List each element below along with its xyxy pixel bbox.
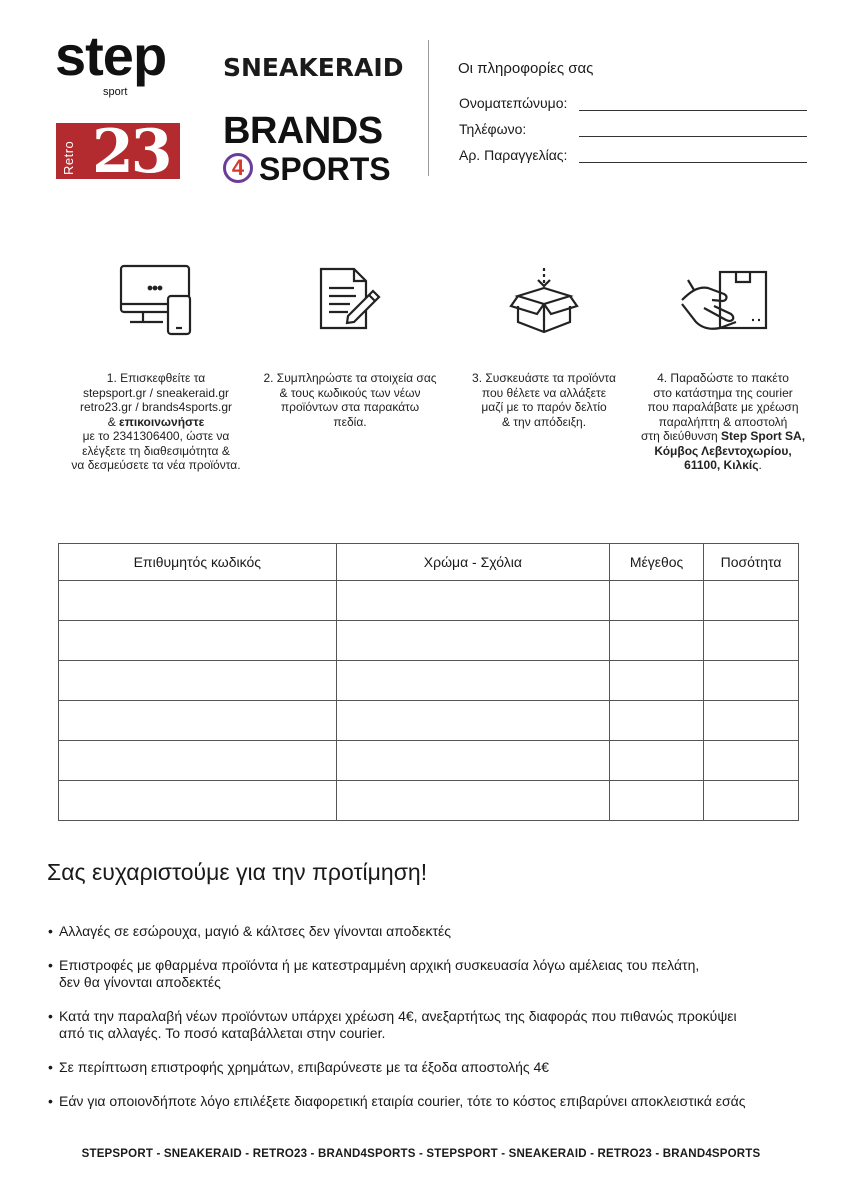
sneakeraid-logo	[223, 51, 404, 84]
document-pen-icon	[318, 266, 382, 332]
name-field-line[interactable]	[579, 110, 807, 111]
name-field[interactable]	[459, 95, 807, 115]
retro23-logo-word: Retro	[61, 140, 76, 175]
step-3-text: 3. Συσκευάστε τα προϊόντα που θέλετε να αλλάξετε μαζί με το παρόν δελτίο & την απόδειξη.	[472, 371, 616, 429]
quantity-cell[interactable]	[704, 701, 799, 741]
table-row	[59, 661, 799, 701]
quantity-cell[interactable]	[704, 621, 799, 661]
brands-logo-word: BRANDS	[223, 110, 383, 152]
step-logo-sub: sport	[103, 86, 128, 98]
handover-package-icon	[680, 270, 768, 334]
sneakeraid-logo-word: SNEAKERAID	[223, 53, 404, 82]
step-logo-word: step	[55, 24, 167, 87]
table-row	[59, 581, 799, 621]
table-header-row	[59, 544, 799, 581]
color-comments-cell[interactable]	[336, 661, 610, 701]
order-number-field-label: Αρ. Παραγγελίας:	[459, 147, 568, 163]
size-cell[interactable]	[610, 581, 704, 621]
color-comments-cell[interactable]	[336, 701, 610, 741]
quantity-cell[interactable]	[704, 741, 799, 781]
table-row	[59, 621, 799, 661]
color-comments-cell[interactable]	[336, 581, 610, 621]
code-cell[interactable]	[59, 781, 337, 821]
code-cell[interactable]	[59, 621, 337, 661]
package-box-icon	[508, 266, 580, 334]
table-row	[59, 701, 799, 741]
col-header-code: Επιθυμητός κωδικός	[59, 544, 337, 581]
size-cell[interactable]	[610, 781, 704, 821]
order-number-field[interactable]	[459, 147, 807, 167]
col-header-quantity: Ποσότητα	[704, 544, 799, 581]
step-1-text: 1. Επισκεφθείτε τα stepsport.gr / sneakeraid.gr retro23.gr / brands4sports.gr & επικοινωνήστε με το 2341306400, ώστε να ελέγξετε τη διαθεσιμότητα & να δεσμεύσετε τα νέα προϊόντα.	[71, 371, 241, 472]
order-number-field-line[interactable]	[579, 162, 807, 163]
quantity-cell[interactable]	[704, 581, 799, 621]
info-title: Οι πληροφορίες σας	[458, 60, 594, 77]
size-cell[interactable]	[610, 701, 704, 741]
table-row	[59, 741, 799, 781]
computer-phone-icon	[118, 264, 194, 336]
brands4sports-logo	[223, 112, 393, 192]
step-sport-logo	[55, 24, 180, 102]
list-item: • Σε περίπτωση επιστροφής χρημάτων, επιβαρύνεστε με τα έξοδα αποστολής 4€	[48, 1059, 818, 1076]
name-field-label: Ονοματεπώνυμο:	[459, 95, 568, 111]
phone-field-line[interactable]	[579, 136, 807, 137]
size-cell[interactable]	[610, 621, 704, 661]
code-cell[interactable]	[59, 581, 337, 621]
terms-list	[48, 923, 818, 1127]
phone-field-label: Τηλέφωνο:	[459, 121, 527, 137]
color-comments-cell[interactable]	[336, 621, 610, 661]
size-cell[interactable]	[610, 741, 704, 781]
thanks-heading: Σας ευχαριστούμε για την προτίμηση!	[47, 859, 428, 885]
footer-brands: STEPSPORT - SNEAKERAID - RETRO23 - BRAND4SPORTS - STEPSPORT - SNEAKERAID - RETRO23 - BRAND4SPORTS	[81, 1148, 761, 1160]
quantity-cell[interactable]	[704, 661, 799, 701]
brands-logo-sports: SPORTS	[259, 151, 391, 187]
col-header-size: Μέγεθος	[610, 544, 704, 581]
code-cell[interactable]	[59, 701, 337, 741]
col-header-color-comments: Χρώμα - Σχόλια	[336, 544, 610, 581]
brands-logo-four: 4	[223, 153, 253, 183]
phone-field[interactable]	[459, 121, 807, 141]
quantity-cell[interactable]	[704, 781, 799, 821]
retro23-logo	[56, 117, 180, 187]
table-row	[59, 781, 799, 821]
color-comments-cell[interactable]	[336, 741, 610, 781]
color-comments-cell[interactable]	[336, 781, 610, 821]
list-item: • Εάν για οποιονδήποτε λόγο επιλέξετε διαφορετική εταιρία courier, τότε το κόστος επιβαρύνει αποκλειστικά εσάς	[48, 1093, 818, 1110]
step-2-text: 2. Συμπληρώστε τα στοιχεία σας & τους κωδικούς των νέων προϊόντων στα παρακάτω πεδία.	[263, 371, 437, 429]
list-item: • Κατά την παραλαβή νέων προϊόντων υπάρχει χρέωση 4€, ανεξαρτήτως της διαφοράς που πιθανώς προκύψει από τις αλλαγές. Το ποσό καταβάλλεται στην courier.	[48, 1008, 818, 1042]
header-divider	[428, 40, 429, 176]
retro23-logo-number: 23	[92, 117, 170, 187]
code-cell[interactable]	[59, 661, 337, 701]
order-table	[58, 543, 799, 821]
step-4-text: 4. Παραδώστε το πακέτο στο κατάστημα της courier που παραλάβατε με χρέωση παραλήπτη & αποστολή στη διεύθυνση Step Sport SA, Κόμβος Λεβεντοχωρίου, 61100, Κιλκίς.	[640, 371, 806, 472]
code-cell[interactable]	[59, 741, 337, 781]
size-cell[interactable]	[610, 661, 704, 701]
list-item: • Αλλαγές σε εσώρουχα, μαγιό & κάλτσες δεν γίνονται αποδεκτές	[48, 923, 818, 940]
list-item: • Επιστροφές με φθαρμένα προϊόντα ή με κατεστραμμένη αρχική συσκευασία λόγω αμέλειας του πελάτη, δεν θα γίνονται αποδεκτές	[48, 957, 818, 991]
